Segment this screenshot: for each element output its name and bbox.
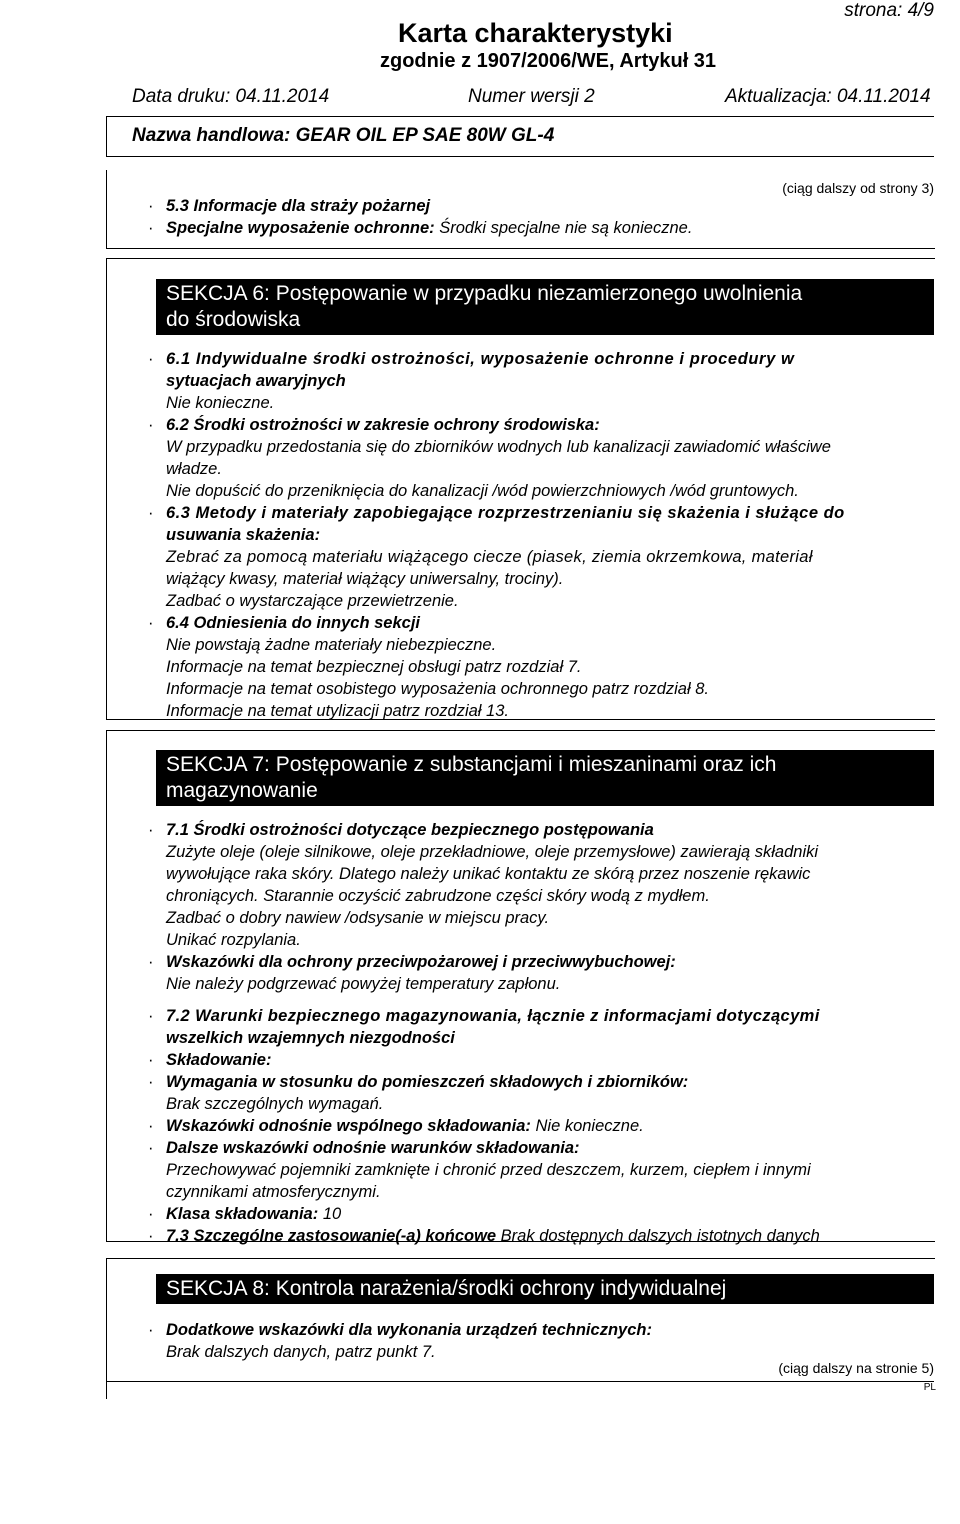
specific-end-use — [166, 1226, 820, 1247]
joint-storage-text: Nie konieczne. — [530, 1117, 644, 1135]
text-7-1-line2: wywołujące raka skóry. Dlatego należy unikać kontaktu ze skórą przez noszenie rękawic — [166, 865, 811, 883]
bullet: · — [148, 504, 154, 522]
document-title: Karta charakterystyki — [398, 18, 673, 48]
section-6-header — [156, 279, 934, 335]
storage-class-label: Klasa składowania: — [166, 1205, 319, 1223]
text-6-4-line1: Nie powstają żadne materiały niebezpieczne. — [166, 636, 497, 654]
special-equipment — [166, 218, 692, 239]
bullet: · — [148, 219, 154, 237]
text-6-3-line1: Zebrać za pomocą materiału wiążącego ciecze (piasek, ziemia okrzemkowa, materiał — [166, 548, 813, 566]
text-7-3: Brak dostępnych dalszych istotnych danych — [496, 1227, 820, 1245]
section-7-title-line1: SEKCJA 7: Postępowanie z substancjami i mieszaninami oraz ich — [166, 753, 777, 776]
text-7-1-line5: Unikać rozpylania. — [166, 931, 301, 949]
storage-class — [166, 1204, 341, 1225]
bullet: · — [148, 197, 154, 215]
trade-name: Nazwa handlowa: GEAR OIL EP SAE 80W GL-4 — [132, 125, 555, 146]
bullet: · — [148, 821, 154, 839]
heading-storage: Składowanie: — [166, 1051, 272, 1069]
heading-6-1-line1: 6.1 Indywidualne środki ostrożności, wyposażenie ochronne i procedury w — [166, 350, 795, 368]
bullet: · — [148, 953, 154, 971]
text-7-1-line4: Zadbać o dobry nawiew /odsysanie w miejscu pracy. — [166, 909, 550, 927]
heading-6-1-line2: sytuacjach awaryjnych — [166, 372, 346, 390]
text-6-4-line3: Informacje na temat osobistego wyposażenia ochronnego patrz rozdział 8. — [166, 680, 709, 698]
continuation-bottom: (ciąg dalszy na stronie 5) — [778, 1360, 934, 1376]
bullet: · — [148, 1007, 154, 1025]
header-rule — [106, 116, 934, 117]
text-7-1-line1: Zużyte oleje (oleje silnikowe, oleje przekładniowe, oleje przemysłowe) zawierają składniki — [166, 843, 819, 861]
text-fire-protection: Nie należy podgrzewać powyżej temperatury zapłonu. — [166, 975, 561, 993]
section-8-title: SEKCJA 8: Kontrola narażenia/środki ochrony indywidualnej — [166, 1277, 727, 1300]
heading-7-2-line1: 7.2 Warunki bezpiecznego magazynowania, łącznie z informacjami dotyczącymi — [166, 1007, 820, 1025]
joint-storage-label: Wskazówki odnośnie wspólnego składowania: — [166, 1117, 531, 1135]
heading-6-4: 6.4 Odniesienia do innych sekcji — [166, 614, 421, 632]
heading-6-3-line1: 6.3 Metody i materiały zapobiegające rozprzestrzenianiu się skażenia i służące do — [166, 504, 845, 522]
heading-technical: Dodatkowe wskazówki dla wykonania urządzeń technicznych: — [166, 1321, 652, 1339]
continuation-top: (ciąg dalszy od strony 3) — [782, 180, 934, 196]
heading-fire-protection: Wskazówki dla ochrony przeciwpożarowej i przeciwwybuchowej: — [166, 953, 676, 971]
bullet: · — [148, 614, 154, 632]
text-6-3-line3: Zadbać o wystarczające przewietrzenie. — [166, 592, 459, 610]
heading-6-2: 6.2 Środki ostrożności w zakresie ochrony środowiska: — [166, 416, 600, 434]
update-date: Aktualizacja: 04.11.2014 — [725, 86, 931, 107]
header-left-rule — [106, 116, 107, 156]
text-6-1: Nie konieczne. — [166, 394, 275, 412]
text-6-4-line4: Informacje na temat utylizacji patrz rozdział 13. — [166, 702, 509, 720]
text-further-storage-line1: Przechowywać pojemniki zamknięte i chronić przed deszczem, kurzem, ciepłem i innymi — [166, 1161, 811, 1179]
storage-class-value: 10 — [318, 1205, 342, 1223]
special-equipment-text: Środki specjalne nie są konieczne. — [434, 219, 693, 237]
section-6-title-line1: SEKCJA 6: Postępowanie w przypadku niezamierzonego uwolnienia — [166, 282, 803, 305]
text-6-2-line1: W przypadku przedostania się do zbiorników wodnych lub kanalizacji zawiadomić właściwe — [166, 438, 831, 456]
text-7-1-line3: chroniących. Starannie oczyścić zabrudzone części skóry wodą z mydłem. — [166, 887, 710, 905]
bullet: · — [148, 1139, 154, 1157]
bullet: · — [148, 350, 154, 368]
section-7-header — [156, 750, 934, 806]
document-subtitle: zgodnie z 1907/2006/WE, Artykuł 31 — [380, 50, 717, 72]
bullet: · — [148, 1227, 154, 1245]
heading-6-3-line2: usuwania skażenia: — [166, 526, 321, 544]
footer-rule — [106, 1381, 934, 1382]
bullet: · — [148, 416, 154, 434]
bullet: · — [148, 1205, 154, 1223]
heading-7-3: 7.3 Szczególne zastosowanie(-a) końcowe — [166, 1227, 497, 1245]
heading-7-2-line2: wszelkich wzajemnych niezgodności — [166, 1029, 455, 1047]
joint-storage — [166, 1116, 644, 1137]
text-further-storage-line2: czynnikami atmosferycznymi. — [166, 1183, 381, 1201]
version-number: Numer wersji 2 — [468, 86, 595, 107]
bullet: · — [148, 1117, 154, 1135]
heading-requirements: Wymagania w stosunku do pomieszczeń składowych i zbiorników: — [166, 1073, 689, 1091]
page-number: strona: 4/9 — [844, 0, 934, 21]
bullet: · — [148, 1051, 154, 1069]
text-6-2-line3: Nie dopuścić do przeniknięcia do kanalizacji /wód powierzchniowych /wód gruntowych. — [166, 482, 799, 500]
special-equipment-label: Specjalne wyposażenie ochronne: — [166, 219, 435, 237]
heading-further-storage: Dalsze wskazówki odnośnie warunków składowania: — [166, 1139, 580, 1157]
header-rule-2 — [106, 156, 934, 157]
text-technical: Brak dalszych danych, patrz punkt 7. — [166, 1343, 436, 1361]
print-date: Data druku: 04.11.2014 — [132, 86, 330, 107]
bullet: · — [148, 1073, 154, 1091]
text-6-4-line2: Informacje na temat bezpiecznej obsługi patrz rozdział 7. — [166, 658, 582, 676]
section-8-header — [156, 1274, 934, 1304]
heading-7-1: 7.1 Środki ostrożności dotyczące bezpiecznego postępowania — [166, 821, 654, 839]
language-code: PL — [923, 1382, 936, 1393]
bullet: · — [148, 1321, 154, 1339]
text-requirements: Brak szczególnych wymagań. — [166, 1095, 384, 1113]
section-5-3-heading: 5.3 Informacje dla straży pożarnej — [166, 197, 431, 215]
text-6-3-line2: wiążący kwasy, materiał wiążący uniwersalny, trociny). — [166, 570, 564, 588]
section-6-title-line2: do środowiska — [166, 308, 301, 331]
text-6-2-line2: władze. — [166, 460, 222, 478]
section-7-title-line2: magazynowanie — [166, 779, 318, 802]
